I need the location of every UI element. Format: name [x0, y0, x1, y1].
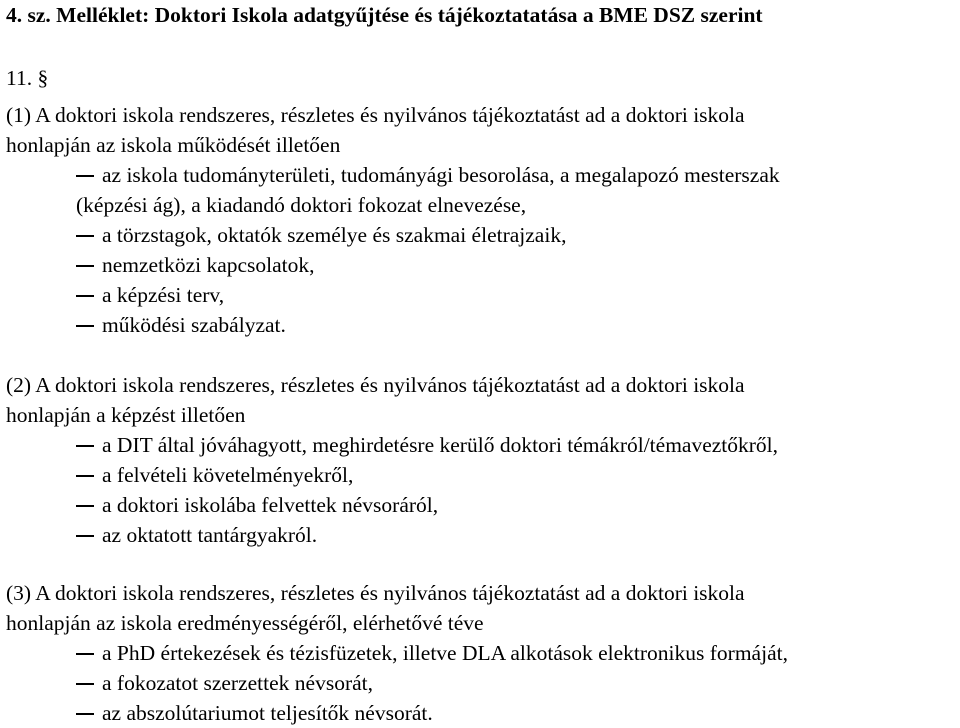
- list-item: a törzstagok, oktatók személye és szakmai életrajzaik,: [76, 220, 566, 250]
- dash-bullet: [76, 265, 94, 267]
- dash-bullet: [76, 235, 94, 237]
- list-item: a doktori iskolába felvettek névsoráról,: [76, 490, 438, 520]
- list-item: a képzési terv,: [76, 280, 224, 310]
- dash-bullet: [76, 295, 94, 297]
- dash-bullet: [76, 713, 94, 715]
- section-number: 11. §: [6, 66, 49, 90]
- list-item: működési szabályzat.: [76, 310, 286, 340]
- paragraph-1-intro-line1: (1) A doktori iskola rendszeres, részletes és nyilvános tájékoztatást ad a doktori iskola: [6, 103, 745, 127]
- dash-bullet: [76, 175, 94, 177]
- list-item: a fokozatot szerzettek névsorát,: [76, 668, 373, 698]
- dash-bullet: [76, 325, 94, 327]
- dash-bullet: [76, 505, 94, 507]
- paragraph-2-intro-line2: honlapján a képzést illetően: [6, 403, 246, 427]
- dash-bullet: [76, 683, 94, 685]
- paragraph-1-intro-line2: honlapján az iskola működését illetően: [6, 133, 341, 157]
- list-item: nemzetközi kapcsolatok,: [76, 250, 315, 280]
- dash-bullet: [76, 475, 94, 477]
- list-item-continuation: (képzési ág), a kiadandó doktori fokozat elnevezése,: [76, 193, 527, 217]
- list-item: az iskola tudományterületi, tudományági besorolása, a megalapozó mesterszak: [76, 160, 780, 190]
- dash-bullet: [76, 535, 94, 537]
- list-item: az oktatott tantárgyakról.: [76, 520, 317, 550]
- list-item: az abszolútariumot teljesítők névsorát.: [76, 698, 433, 728]
- list-item: a DIT által jóváhagyott, meghirdetésre kerülő doktori témákról/témaveztőkről,: [76, 430, 778, 460]
- paragraph-3-intro-line1: (3) A doktori iskola rendszeres, részletes és nyilvános tájékoztatást ad a doktori iskola: [6, 581, 745, 605]
- paragraph-2-intro-line1: (2) A doktori iskola rendszeres, részletes és nyilvános tájékoztatást ad a doktori iskola: [6, 373, 745, 397]
- document-title: 4. sz. Melléklet: Doktori Iskola adatgyűjtése és tájékoztatatása a BME DSZ szerint: [6, 3, 763, 27]
- list-item: a PhD értekezések és tézisfüzetek, illetve DLA alkotások elektronikus formáját,: [76, 638, 788, 668]
- dash-bullet: [76, 445, 94, 447]
- dash-bullet: [76, 653, 94, 655]
- paragraph-3-intro-line2: honlapján az iskola eredményességéről, elérhetővé téve: [6, 611, 484, 635]
- list-item: a felvételi követelményekről,: [76, 460, 353, 490]
